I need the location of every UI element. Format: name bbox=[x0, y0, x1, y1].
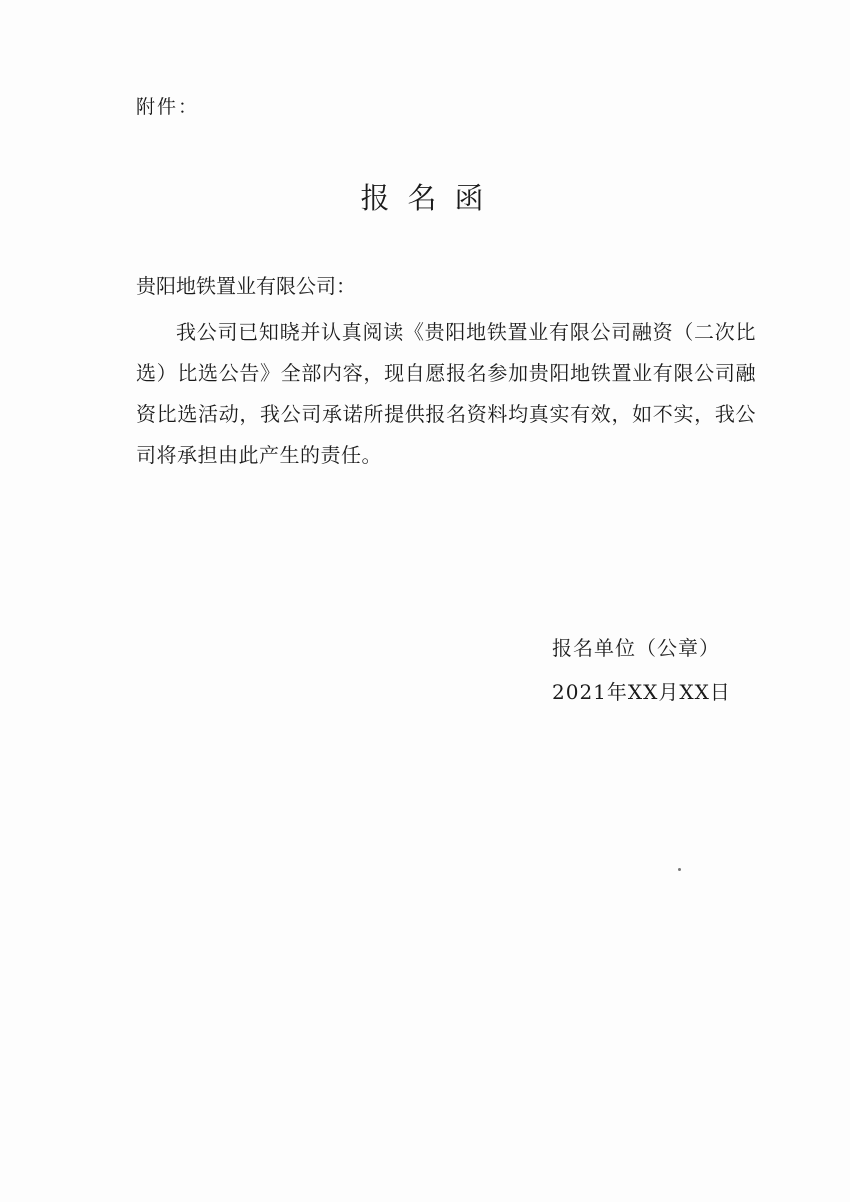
body-paragraph: 我公司已知晓并认真阅读《贵阳地铁置业有限公司融资（二次比选）比选公告》全部内容，现自愿报名参加贵阳地铁置业有限公司融资比选活动，我公司承诺所提供报名资料均真实有效，如不实，我公司将承担由此产生的责任。 bbox=[136, 320, 756, 467]
document-title: 报名函 bbox=[360, 181, 502, 215]
date-line: 2021年XX月XX日 bbox=[552, 680, 731, 704]
signature-line: 报名单位（公章） bbox=[552, 636, 720, 660]
salutation: 贵阳地铁置业有限公司： bbox=[136, 274, 356, 298]
attachment-label: 附件： bbox=[136, 96, 200, 118]
scan-speck bbox=[678, 868, 681, 871]
